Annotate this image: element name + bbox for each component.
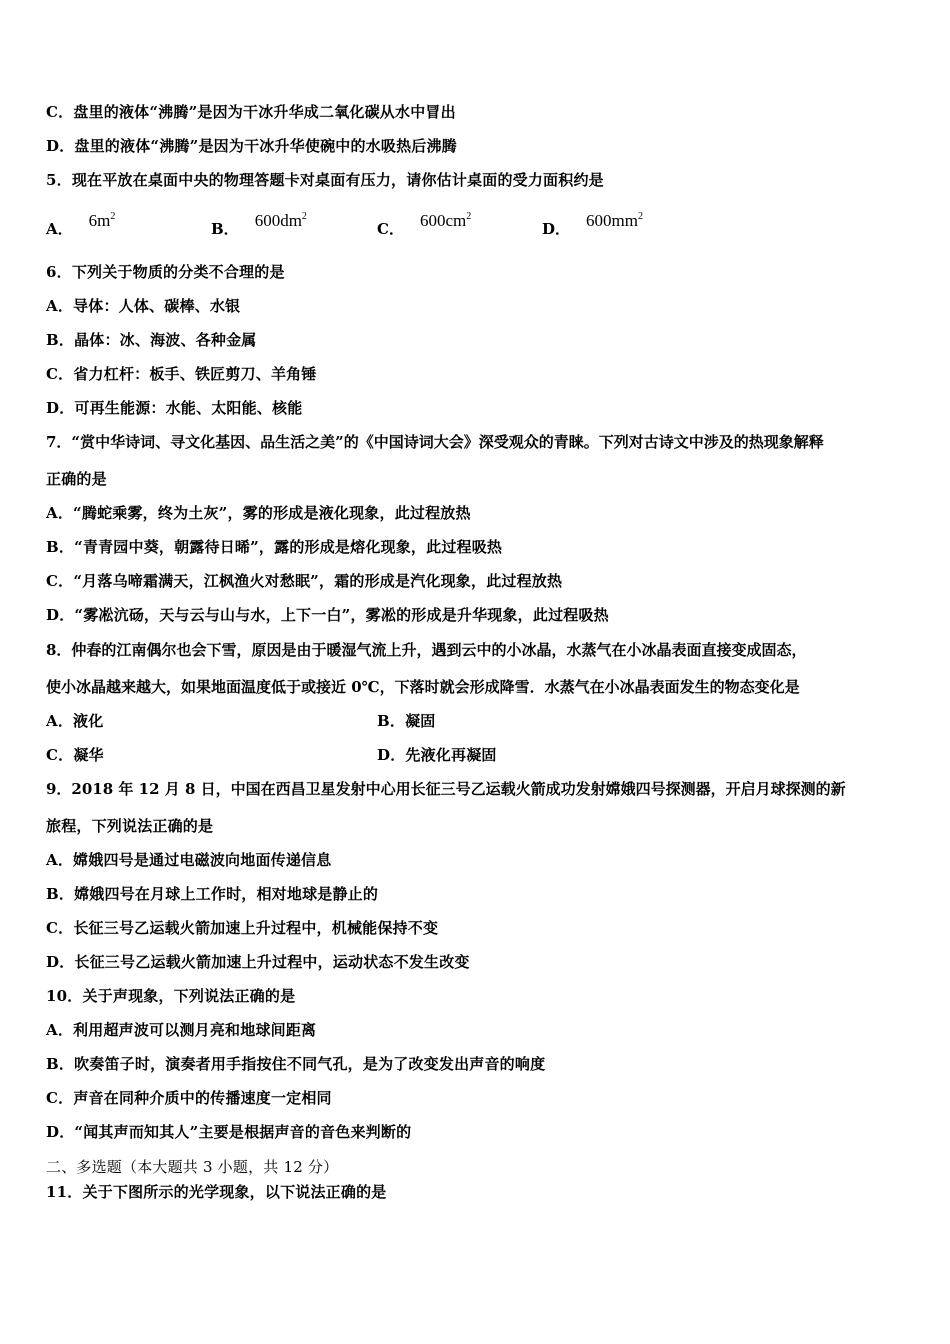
q4-option-c: C．盘里的液体“沸腾”是因为干冰升华成二氧化碳从水中冒出 (46, 103, 456, 121)
q5-option-c (377, 210, 472, 238)
q7-stem-line1: 7．“赏中华诗词、寻文化基因、品生活之美”的《中国诗词大会》深受观众的青睐。下列对古诗文中涉及的热现象解释 (46, 433, 824, 451)
q9-option-a: A．嫦娥四号是通过电磁波向地面传递信息 (46, 851, 332, 869)
q8-option-d: D．先液化再凝固 (377, 746, 497, 764)
q7-option-d: D．“雾凇沆砀，天与云与山与水，上下一白”，雾凇的形成是升华现象，此过程吸热 (46, 606, 609, 624)
q10-option-d: D．“闻其声而知其人”主要是根据声音的音色来判断的 (46, 1123, 412, 1141)
q10-stem: 10．关于声现象，下列说法正确的是 (46, 987, 296, 1005)
q7-option-b: B．“青青园中葵，朝露待日晞”，露的形成是熔化现象，此过程吸热 (46, 538, 503, 556)
q6-stem: 6．下列关于物质的分类不合理的是 (46, 263, 285, 281)
q4-option-d: D．盘里的液体“沸腾”是因为干冰升华使碗中的水吸热后沸腾 (46, 137, 457, 155)
q5-option-d-value: $600mm^2$ (586, 211, 643, 230)
q9-stem-line1: 9．2018 年 12 月 8 日，中国在西昌卫星发射中心用长征三号乙运载火箭成功发射嫦娥四号探测器，开启月球探测的新 (46, 780, 846, 798)
q6-option-d: D．可再生能源：水能、太阳能、核能 (46, 399, 303, 417)
q9-option-d: D．长征三号乙运载火箭加速上升过程中，运动状态不发生改变 (46, 953, 470, 971)
q9-stem-line2: 旅程，下列说法正确的是 (46, 817, 214, 835)
q8-stem-line2: 使小冰晶越来越大，如果地面温度低于或接近 0℃，下落时就会形成降雪．水蒸气在小冰晶表面发生的物态变化是 (46, 678, 800, 696)
q6-option-c: C．省力杠杆：板手、铁匠剪刀、羊角锤 (46, 365, 317, 383)
q5-option-b (211, 210, 307, 238)
q9-option-c: C．长征三号乙运载火箭加速上升过程中，机械能保持不变 (46, 919, 439, 937)
q5-option-a-label: A． (46, 220, 73, 238)
q7-option-c: C．“月落乌啼霜满天，江枫渔火对愁眠”，霜的形成是汽化现象，此过程放热 (46, 572, 563, 590)
q7-stem-line2: 正确的是 (46, 470, 107, 488)
q8-option-c: C．凝华 (46, 746, 104, 764)
q7-option-a: A．“腾蛇乘雾，终为土灰”，雾的形成是液化现象，此过程放热 (46, 504, 471, 522)
q5-option-a (46, 210, 116, 238)
q9-option-b: B．嫦娥四号在月球上工作时，相对地球是静止的 (46, 885, 379, 903)
q5-option-a-value: $6m^2$ (88, 211, 116, 230)
q5-option-d-label: D． (542, 220, 571, 238)
q5-option-b-value: $600dm^2$ (254, 211, 307, 230)
q5-option-b-label: B． (211, 220, 239, 238)
q10-option-c: C．声音在同种介质中的传播速度一定相同 (46, 1089, 332, 1107)
q5-option-c-value: $600cm^2$ (419, 211, 472, 230)
q8-stem-line1: 8．仲春的江南偶尔也会下雪，原因是由于暖湿气流上升，遇到云中的小冰晶，水蒸气在小冰晶表面直接变成固态， (46, 641, 807, 659)
q5-stem: 5．现在平放在桌面中央的物理答题卡对桌面有压力，请你估计桌面的受力面积约是 (46, 171, 604, 189)
q10-option-b: B．吹奏笛子时，演奏者用手指按住不同气孔，是为了改变发出声音的响度 (46, 1055, 546, 1073)
q5-option-d (542, 210, 643, 238)
q5-option-c-label: C． (377, 220, 404, 238)
q6-option-a: A．导体：人体、碳棒、水银 (46, 297, 241, 315)
q11-stem: 11．关于下图所示的光学现象，以下说法正确的是 (46, 1183, 387, 1201)
q10-option-a: A．利用超声波可以测月亮和地球间距离 (46, 1021, 317, 1039)
q6-option-b: B．晶体：冰、海波、各种金属 (46, 331, 257, 349)
section-heading-multiple-choice: 二、多选题（本大题共 3 小题，共 12 分） (46, 1158, 339, 1176)
q8-option-a: A．液化 (46, 712, 104, 730)
q8-option-b: B．凝固 (377, 712, 436, 730)
